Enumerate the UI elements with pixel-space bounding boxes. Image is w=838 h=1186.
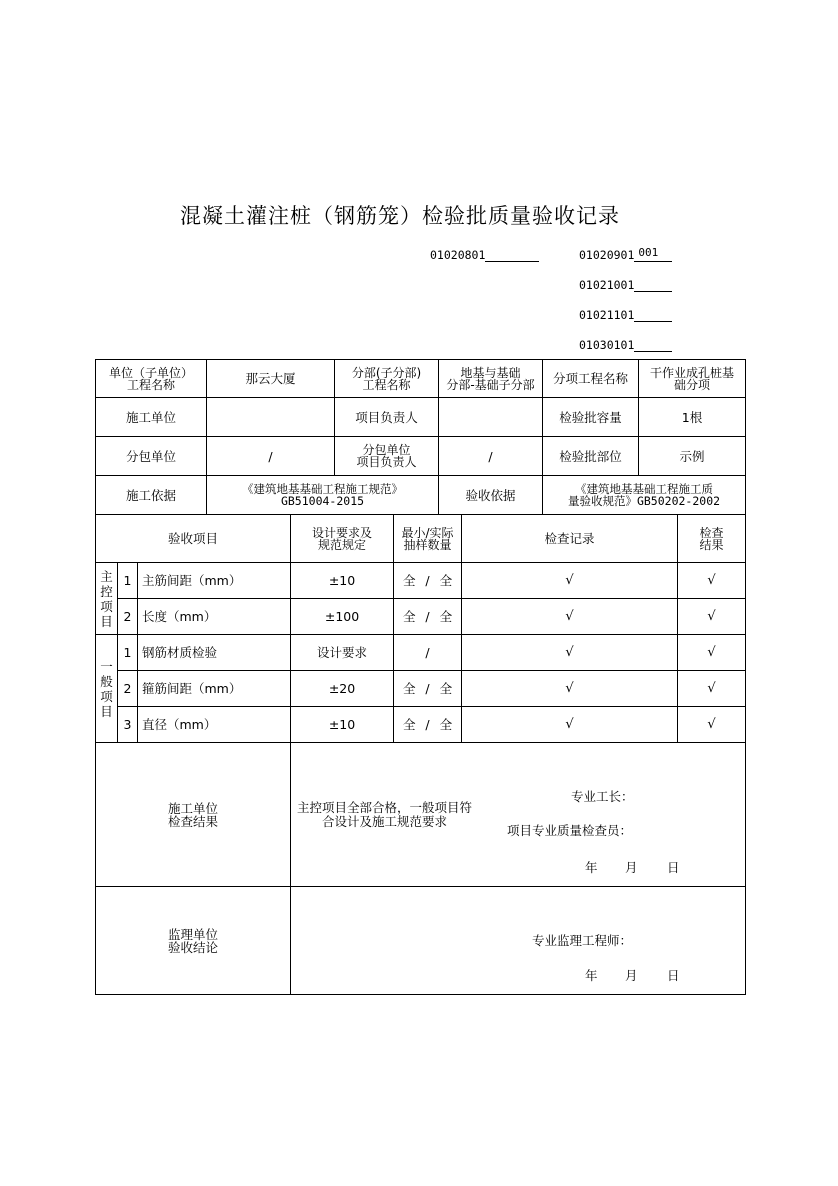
construction-year: 年 (585, 860, 598, 875)
basis-label: 施工依据 (96, 476, 207, 515)
item-record: √ (462, 599, 678, 635)
item-design: ±10 (291, 707, 394, 743)
code-3 (579, 278, 672, 292)
item-result: √ (678, 671, 746, 707)
col-sample: 最小/实际 抽样数量 (394, 515, 462, 563)
pm-label: 项目负责人 (335, 398, 439, 437)
col-design: 设计要求及 规范规定 (291, 515, 394, 563)
item-sample: 全 / 全 (394, 707, 462, 743)
item-no: 3 (118, 707, 138, 743)
item-result: √ (678, 707, 746, 743)
item-sample: / (394, 635, 462, 671)
subitem-label: 分项工程名称 (543, 360, 639, 398)
item-sample: 全 / 全 (394, 671, 462, 707)
code-4-blank (634, 308, 672, 322)
unit-value: 那云大厦 (207, 360, 335, 398)
code-2-blank (634, 248, 672, 262)
construction-conclusion: 主控项目全部合格，一般项目符 合设计及施工规范要求 (297, 800, 473, 829)
item-record: √ (462, 563, 678, 599)
col-record: 检查记录 (462, 515, 678, 563)
supervision-year: 年 (585, 968, 598, 983)
table-row (96, 563, 746, 599)
item-name: 直径（mm） (138, 707, 291, 743)
table-row (96, 635, 746, 671)
sub-pm-label: 分包单位 项目负责人 (335, 437, 439, 476)
table-row (96, 599, 746, 635)
capacity-value: 1根 (639, 398, 746, 437)
item-no: 2 (118, 599, 138, 635)
general-group-label: 一 般 项 目 (96, 635, 118, 743)
item-result: √ (678, 599, 746, 635)
contractor-label: 施工单位 (96, 398, 207, 437)
page-title: 混凝土灌注桩（钢筋笼）检验批质量验收记录 (180, 204, 620, 228)
item-design: 设计要求 (291, 635, 394, 671)
item-no: 1 (118, 563, 138, 599)
item-result: √ (678, 563, 746, 599)
code-2-number: 01020901 (579, 248, 635, 262)
inspector-label: 项目专业质量检查员： (507, 823, 633, 838)
basis-value: 《建筑地基基础工程施工规范》 GB51004-2015 (207, 476, 439, 515)
supervision-month: 月 (625, 968, 638, 983)
item-design: ±20 (291, 671, 394, 707)
header-table (95, 359, 746, 515)
construction-result-cell (291, 743, 746, 887)
contractor-value (207, 398, 335, 437)
construction-month: 月 (625, 860, 638, 875)
subitem-value: 干作业成孔桩基 础分项 (639, 360, 746, 398)
code-3-number: 01021001 (579, 278, 635, 292)
item-sample: 全 / 全 (394, 599, 462, 635)
item-name: 主筋间距（mm） (138, 563, 291, 599)
code-5-blank (634, 338, 672, 352)
col-item: 验收项目 (96, 515, 291, 563)
capacity-label: 检验批容量 (543, 398, 639, 437)
code-1 (430, 248, 539, 262)
item-sample: 全 / 全 (394, 563, 462, 599)
code-1-number: 01020801 (430, 248, 486, 262)
code-4-number: 01021101 (579, 308, 635, 322)
supervision-label: 监理单位 验收结论 (96, 887, 291, 995)
item-result: √ (678, 635, 746, 671)
code-2-value: 001 (638, 246, 659, 259)
code-5-number: 01030101 (579, 338, 635, 352)
item-design: ±100 (291, 599, 394, 635)
sub-label: 分包单位 (96, 437, 207, 476)
code-5 (579, 338, 672, 352)
items-table (95, 514, 746, 995)
division-label: 分部(子分部) 工程名称 (335, 360, 439, 398)
code-2 (579, 248, 672, 262)
location-label: 检验批部位 (543, 437, 639, 476)
main-group-label: 主 控 项 目 (96, 563, 118, 635)
item-no: 1 (118, 635, 138, 671)
accept-basis-value: 《建筑地基基础工程施工质 量验收规范》GB50202-2002 (543, 476, 746, 515)
division-value: 地基与基础 分部-基础子分部 (439, 360, 543, 398)
item-name: 长度（mm） (138, 599, 291, 635)
item-name: 箍筋间距（mm） (138, 671, 291, 707)
item-record: √ (462, 671, 678, 707)
unit-label: 单位（子单位） 工程名称 (96, 360, 207, 398)
pm-value (439, 398, 543, 437)
item-record: √ (462, 707, 678, 743)
item-design: ±10 (291, 563, 394, 599)
table-row (96, 707, 746, 743)
code-3-blank (634, 278, 672, 292)
code-1-blank (485, 248, 539, 262)
supervisor-label: 专业监理工程师： (532, 933, 633, 948)
sub-pm-value: / (439, 437, 543, 476)
construction-label: 施工单位 检查结果 (96, 743, 291, 887)
construction-day: 日 (667, 860, 680, 875)
foreman-label: 专业工长： (571, 789, 634, 804)
accept-basis-label: 验收依据 (439, 476, 543, 515)
supervision-day: 日 (667, 968, 680, 983)
col-result: 检查 结果 (678, 515, 746, 563)
item-name: 钢筋材质检验 (138, 635, 291, 671)
sub-value: / (207, 437, 335, 476)
location-value: 示例 (639, 437, 746, 476)
code-4 (579, 308, 672, 322)
supervision-result-cell (291, 887, 746, 995)
table-row (96, 671, 746, 707)
item-record: √ (462, 635, 678, 671)
item-no: 2 (118, 671, 138, 707)
